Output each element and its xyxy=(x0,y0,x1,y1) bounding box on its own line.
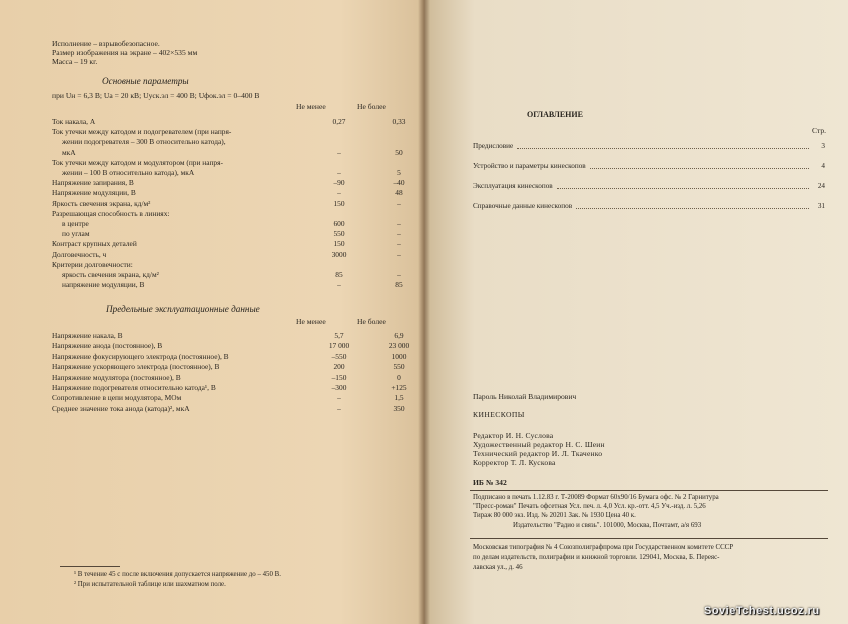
conditions: при Uн = 6,3 В; Uа = 20 кВ; Uуск.эл = 400 В; Uфок.эл = 0–400 В xyxy=(52,91,260,100)
param-min: 0,27 xyxy=(332,117,346,126)
param-label: Долговечность, ч xyxy=(52,249,107,259)
param-min: – xyxy=(337,403,341,413)
param-min: 5,7 xyxy=(334,331,344,340)
param-min: – xyxy=(337,188,341,198)
param-max: – xyxy=(397,270,401,279)
param-min: – xyxy=(337,280,341,290)
table-row xyxy=(52,270,401,279)
toc-page: 24 xyxy=(817,182,825,190)
table-row xyxy=(52,147,403,157)
param-label: жении подогревателя – 300 В относительно катода), xyxy=(62,137,226,147)
printer-line-2: по делам издательств, полиграфии и книжной торговли. 129041, Москва, Б. Переяс- xyxy=(473,554,720,561)
param-max: – xyxy=(397,229,401,239)
intro-line-1: Исполнение – взрывобезопасное. xyxy=(52,39,160,48)
editor: Редактор И. Н. Суслова xyxy=(473,431,554,440)
table-row xyxy=(52,137,392,146)
toc-item xyxy=(473,161,825,171)
limit-col-min-header: Не менее xyxy=(296,317,326,326)
param-min: 17 000 xyxy=(328,341,350,351)
param-label: в центре xyxy=(62,219,89,228)
param-label: Напряжение модулятора (постоянное), В xyxy=(52,372,181,382)
limit-col-max-header: Не более xyxy=(357,317,386,326)
table-row xyxy=(52,362,405,372)
param-max: +125 xyxy=(391,383,407,392)
toc-page-column: Стр. xyxy=(812,126,827,135)
imprint-line-1: Подписано в печать 1.12.83 г. Т-20089 Формат 60х90/16 Бумага офс. № 2 Гарнитура xyxy=(473,494,719,501)
limit-params-title: Предельные эксплуатационные данные xyxy=(106,304,260,314)
imprint-line-3: Тираж 80 000 экз. Изд. № 20201 Зак. № 1930 Цена 40 к. xyxy=(473,512,636,519)
param-min: 600 xyxy=(333,219,345,228)
ib-number: ИБ № 342 xyxy=(473,478,507,487)
param-min: 200 xyxy=(333,362,345,372)
table-row xyxy=(52,209,392,218)
intro-line-2: Размер изображения на экране – 402×535 мм xyxy=(52,48,198,57)
table-row xyxy=(52,178,405,188)
toc-dot-leader xyxy=(557,188,809,189)
param-label: мкА xyxy=(62,147,76,157)
param-max: 1,5 xyxy=(394,393,404,403)
param-max: – xyxy=(397,219,401,228)
param-max: 85 xyxy=(395,280,403,290)
footnote-2: ² При испытательной таблице или шахматном поле. xyxy=(74,581,226,588)
param-max: – xyxy=(397,239,401,249)
param-min: –550 xyxy=(331,351,347,361)
table-row xyxy=(52,239,401,249)
toc-label: Предисловие xyxy=(473,142,514,150)
param-max: – xyxy=(397,249,401,259)
param-label: Напряжение фокусирующего электрода (постоянное), В xyxy=(52,351,229,361)
table-row xyxy=(52,393,404,403)
table-row xyxy=(52,383,407,392)
table-row xyxy=(52,219,401,228)
param-max: 5 xyxy=(397,168,401,177)
watermark: SovieTchest.ucoz.ru xyxy=(704,605,820,617)
param-label: жении – 100 В относительно катода), мкА xyxy=(62,168,195,177)
toc-item xyxy=(473,181,825,191)
param-label: Напряжение накала, В xyxy=(52,331,123,340)
printer-line-3: лавская ул., д. 46 xyxy=(473,564,523,571)
table-row xyxy=(52,198,401,208)
param-min: 150 xyxy=(333,198,345,208)
table-row xyxy=(52,229,401,239)
table-row xyxy=(52,188,403,198)
footnote-1: ¹ В течение 45 с после включения допускается напряжение до – 450 В. xyxy=(74,571,281,578)
proofreader: Корректор Т. Л. Кускова xyxy=(473,458,556,467)
param-min: – xyxy=(337,147,341,157)
param-min: –150 xyxy=(331,372,347,382)
toc-label: Эксплуатация кинескопов xyxy=(473,182,553,190)
toc-page: 3 xyxy=(821,142,825,150)
toc-dot-leader xyxy=(590,168,809,169)
art-editor: Художественный редактор Н. С. Шеин xyxy=(473,440,605,449)
param-max: 23 000 xyxy=(388,341,410,351)
param-max: 0,33 xyxy=(392,117,406,126)
param-min: 3000 xyxy=(331,249,347,259)
param-label: яркость свечения экрана, кд/м² xyxy=(62,270,159,279)
imprint-line-2: "Пресс-роман" Печать офсетная Усл. печ. л. 4,0 Усл. кр.-отт. 4,5 Уч.-изд. л. 5,26 xyxy=(473,503,706,510)
right-page xyxy=(424,0,848,624)
table-row xyxy=(52,249,401,259)
param-max: 550 xyxy=(393,362,405,372)
param-label: Напряжение подогревателя относительно катода¹, В xyxy=(52,383,216,392)
book-title: КИНЕСКОПЫ xyxy=(473,410,525,419)
table-row xyxy=(52,168,401,177)
table-row xyxy=(52,260,392,269)
main-params-title: Основные параметры xyxy=(102,76,189,86)
param-min: – xyxy=(337,168,341,177)
param-max: –40 xyxy=(393,178,405,188)
param-max: 1000 xyxy=(391,351,407,361)
author: Пароль Николай Владимирович xyxy=(473,392,577,401)
col-max-header: Не более xyxy=(357,102,386,111)
param-min: 550 xyxy=(333,229,345,239)
table-row xyxy=(52,280,403,290)
param-label: Напряжение модуляции, В xyxy=(52,188,136,198)
param-max: 48 xyxy=(395,188,403,198)
table-row xyxy=(52,341,410,351)
param-label: Контраст крупных деталей xyxy=(52,239,137,249)
param-label: Критерии долговечности: xyxy=(52,259,133,269)
param-max: 6,9 xyxy=(394,331,404,340)
toc-item xyxy=(473,141,825,151)
toc-page: 31 xyxy=(817,202,825,210)
table-row xyxy=(52,117,406,126)
tech-editor: Технический редактор И. Л. Ткаченко xyxy=(473,449,603,458)
toc-label: Справочные данные кинескопов xyxy=(473,202,573,210)
param-min: –300 xyxy=(331,383,347,392)
param-label: по углам xyxy=(62,229,90,239)
param-max: – xyxy=(397,198,401,208)
param-min: –90 xyxy=(333,178,345,188)
table-row xyxy=(52,372,401,382)
param-label: напряжение модуляции, В xyxy=(62,280,145,290)
toc-dot-leader xyxy=(576,208,809,209)
table-row xyxy=(52,127,392,136)
toc-title: ОГЛАВЛЕНИЕ xyxy=(527,110,583,119)
toc-dot-leader xyxy=(517,148,809,149)
param-max: 50 xyxy=(395,147,403,157)
imprint-rule-top xyxy=(470,490,828,491)
toc-page: 4 xyxy=(821,162,825,170)
printer-line-1: Московская типография № 4 Союзполиграфпрома при Государственном комитете СССР xyxy=(473,544,734,551)
table-row xyxy=(52,351,407,361)
param-label: Ток накала, А xyxy=(52,117,96,126)
param-label: Разрешающая способность в линиях: xyxy=(52,208,170,218)
table-row xyxy=(52,403,405,413)
col-min-header: Не менее xyxy=(296,102,326,111)
footnote-rule xyxy=(60,566,120,567)
toc-item xyxy=(473,201,825,211)
param-min: 150 xyxy=(333,239,345,249)
param-label: Яркость свечения экрана, кд/м² xyxy=(52,198,151,208)
param-label: Напряжение ускоряющего электрода (постоянное), В xyxy=(52,362,220,372)
param-max: 350 xyxy=(393,403,405,413)
imprint-rule-bottom xyxy=(470,538,828,539)
publisher: Издательство "Радио и связь". 101000, Москва, Почтамт, а/я 693 xyxy=(513,522,702,529)
param-min: 85 xyxy=(335,270,343,279)
table-row xyxy=(52,331,404,340)
param-label: Среднее значение тока анода (катода)², мкА xyxy=(52,403,190,413)
param-label: Напряжение анода (постоянное), В xyxy=(52,341,163,351)
param-label: Ток утечки между катодом и подогревателем (при напря- xyxy=(52,127,232,137)
param-label: Ток утечки между катодом и модулятором (при напря- xyxy=(52,157,223,167)
book-gutter xyxy=(418,0,430,624)
intro-line-3: Масса – 19 кг. xyxy=(52,57,98,66)
table-row xyxy=(52,158,392,167)
param-label: Сопротивление в цепи модулятора, МОм xyxy=(52,393,182,403)
toc-label: Устройство и параметры кинескопов xyxy=(473,162,586,170)
param-max: 0 xyxy=(397,372,401,382)
param-label: Напряжение запирания, В xyxy=(52,178,134,188)
param-min: – xyxy=(337,393,341,403)
